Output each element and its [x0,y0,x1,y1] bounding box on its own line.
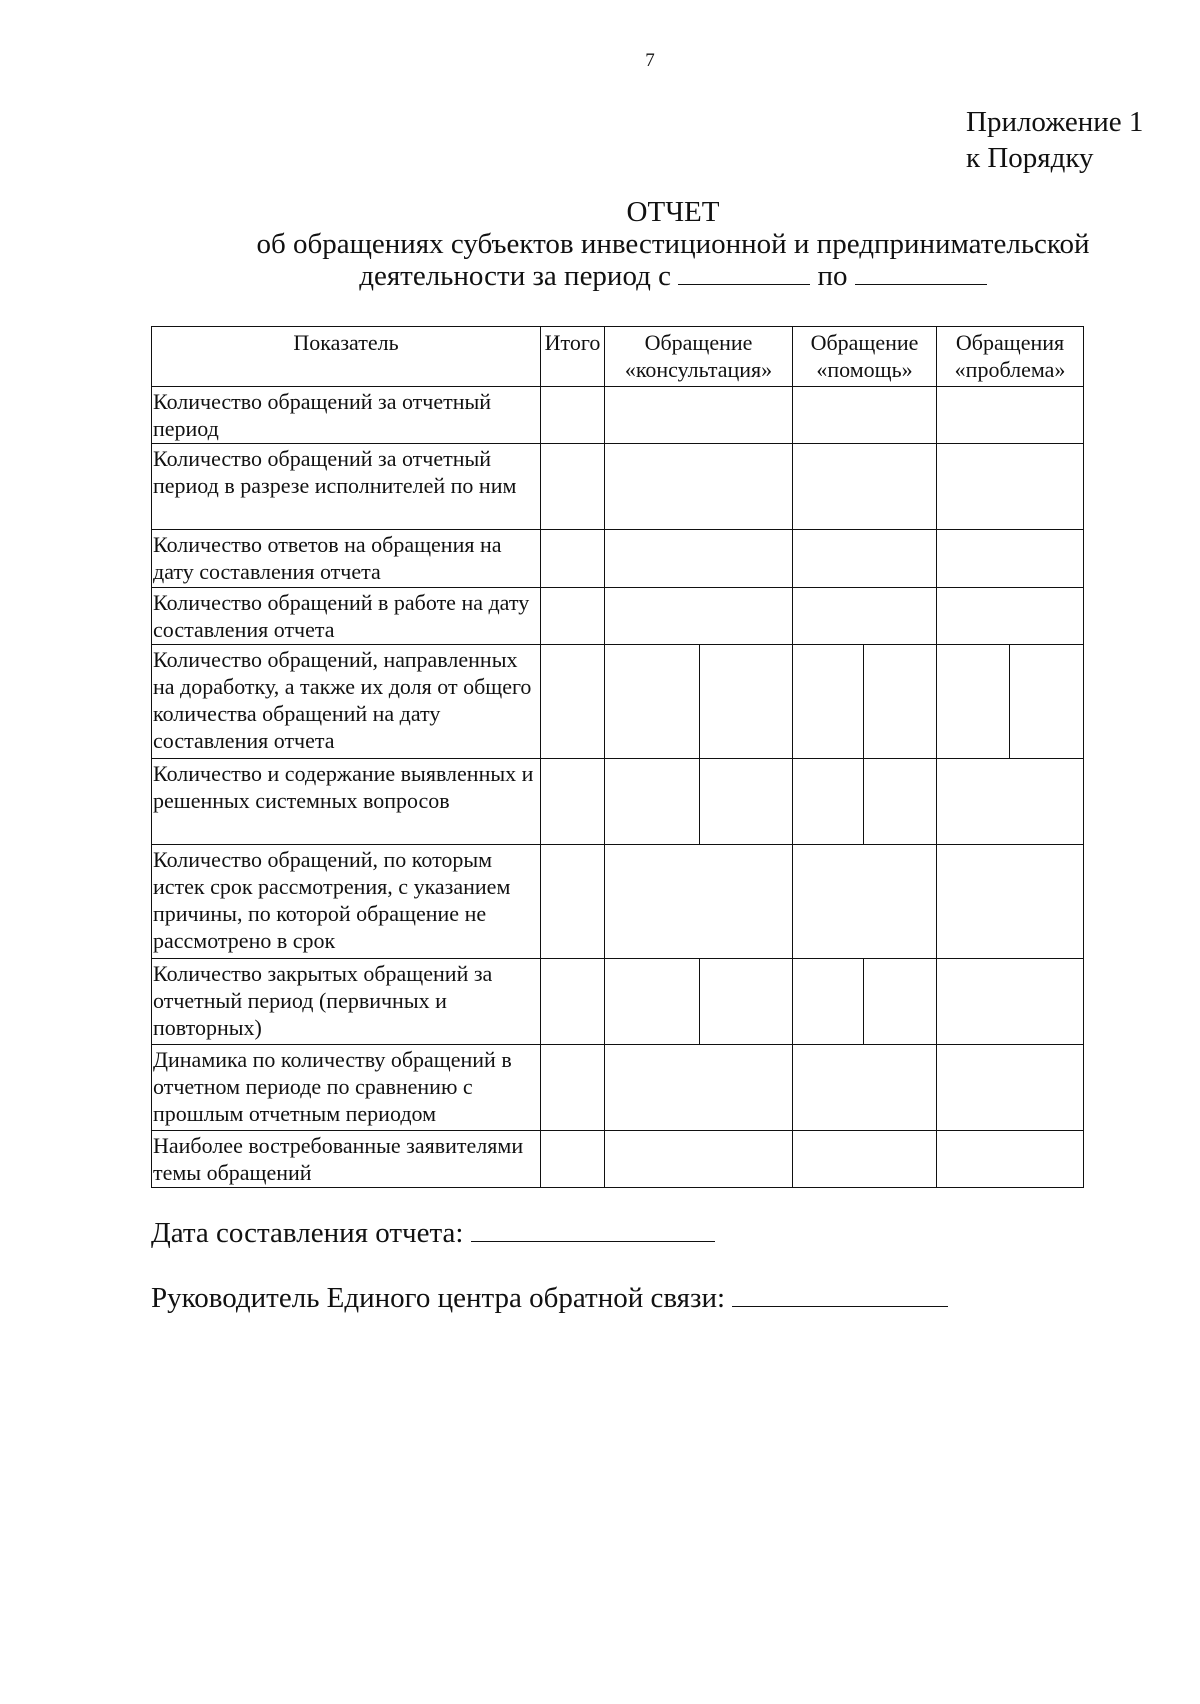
consultation-share-cell[interactable] [700,645,793,759]
table-row [152,530,1084,588]
total-cell[interactable] [541,645,605,759]
head-signature-line [151,1282,948,1315]
table-header-row [152,327,1084,387]
total-cell[interactable] [541,759,605,845]
problem-cell[interactable] [937,530,1084,588]
problem-count-cell[interactable] [937,645,1010,759]
header-help: Обращение «помощь» [793,327,937,387]
help-cell[interactable] [793,530,937,588]
help-cell[interactable] [793,387,937,444]
total-cell[interactable] [541,1131,605,1188]
table-row [152,1131,1084,1188]
appendix-line-1: Приложение 1 [966,106,1144,138]
total-cell[interactable] [541,387,605,444]
row-label: Динамика по количеству обращений в отчетном периоде по сравнению с прошлым отчетным периодом [152,1045,541,1131]
help-resolved-cell[interactable] [864,759,937,845]
help-cell[interactable] [793,588,937,645]
total-cell[interactable] [541,530,605,588]
header-consultation: Обращение «консультация» [605,327,793,387]
table-row [152,759,1084,845]
header-indicator: Показатель [152,327,541,387]
row-label: Наиболее востребованные заявителями темы обращений [152,1131,541,1188]
problem-cell[interactable] [937,759,1084,845]
help-primary-cell[interactable] [793,959,864,1045]
total-cell[interactable] [541,845,605,959]
row-label: Количество и содержание выявленных и решенных системных вопросов [152,759,541,845]
table-row [152,387,1084,444]
report-date-line [151,1217,715,1250]
consultation-count-cell[interactable] [605,645,700,759]
report-title-block [0,196,1200,292]
consultation-primary-cell[interactable] [605,959,700,1045]
total-cell[interactable] [541,959,605,1045]
row-label: Количество ответов на обращения на дату составления отчета [152,530,541,588]
table-row [152,959,1084,1045]
help-count-cell[interactable] [793,645,864,759]
period-prefix: деятельности за период с [359,260,671,292]
table-row [152,444,1084,530]
report-subtitle: об обращениях субъектов инвестиционной и предпринимательской [256,228,1090,260]
help-cell[interactable] [793,1045,937,1131]
consultation-identified-cell[interactable] [605,759,700,845]
help-cell[interactable] [793,845,937,959]
table-row [152,845,1084,959]
consultation-repeat-cell[interactable] [700,959,793,1045]
appendix-line-2: к Порядку [966,142,1094,174]
table-row [152,1045,1084,1131]
problem-cell[interactable] [937,387,1084,444]
consultation-cell[interactable] [605,444,793,530]
consultation-cell[interactable] [605,387,793,444]
total-cell[interactable] [541,1045,605,1131]
period-start-blank[interactable] [678,260,810,285]
consultation-cell[interactable] [605,588,793,645]
consultation-cell[interactable] [605,1131,793,1188]
consultation-resolved-cell[interactable] [700,759,793,845]
table-row [152,645,1084,759]
appendix-note [966,104,1143,176]
total-cell[interactable] [541,588,605,645]
help-identified-cell[interactable] [793,759,864,845]
problem-cell[interactable] [937,845,1084,959]
help-cell[interactable] [793,1131,937,1188]
report-date-blank[interactable] [471,1217,715,1242]
page-number: 7 [645,50,655,71]
help-repeat-cell[interactable] [864,959,937,1045]
total-cell[interactable] [541,444,605,530]
head-signature-blank[interactable] [732,1282,948,1307]
period-end-blank[interactable] [855,260,987,285]
header-total: Итого [541,327,605,387]
report-table [151,326,1084,1188]
problem-cell[interactable] [937,959,1084,1045]
help-cell[interactable] [793,444,937,530]
problem-share-cell[interactable] [1010,645,1084,759]
problem-cell[interactable] [937,444,1084,530]
report-date-label: Дата составления отчета: [151,1217,464,1249]
problem-cell[interactable] [937,588,1084,645]
report-heading: ОТЧЕТ [626,196,720,228]
help-share-cell[interactable] [864,645,937,759]
consultation-cell[interactable] [605,845,793,959]
period-middle: по [817,260,848,292]
row-label: Количество обращений в работе на дату составления отчета [152,588,541,645]
row-label: Количество закрытых обращений за отчетный период (первичных и повторных) [152,959,541,1045]
row-label: Количество обращений, направленных на доработку, а также их доля от общего количества обращений на дату составления отчета [152,645,541,759]
table-row [152,588,1084,645]
row-label: Количество обращений за отчетный период [152,387,541,444]
problem-cell[interactable] [937,1045,1084,1131]
row-label: Количество обращений за отчетный период в разрезе исполнителей по ним [152,444,541,530]
consultation-cell[interactable] [605,530,793,588]
consultation-cell[interactable] [605,1045,793,1131]
problem-cell[interactable] [937,1131,1084,1188]
report-period-line [0,260,1200,292]
head-signature-label: Руководитель Единого центра обратной связи: [151,1282,726,1314]
row-label: Количество обращений, по которым истек срок рассмотрения, с указанием причины, по которой обращение не рассмотрено в срок [152,845,541,959]
header-problem: Обращения «проблема» [937,327,1084,387]
